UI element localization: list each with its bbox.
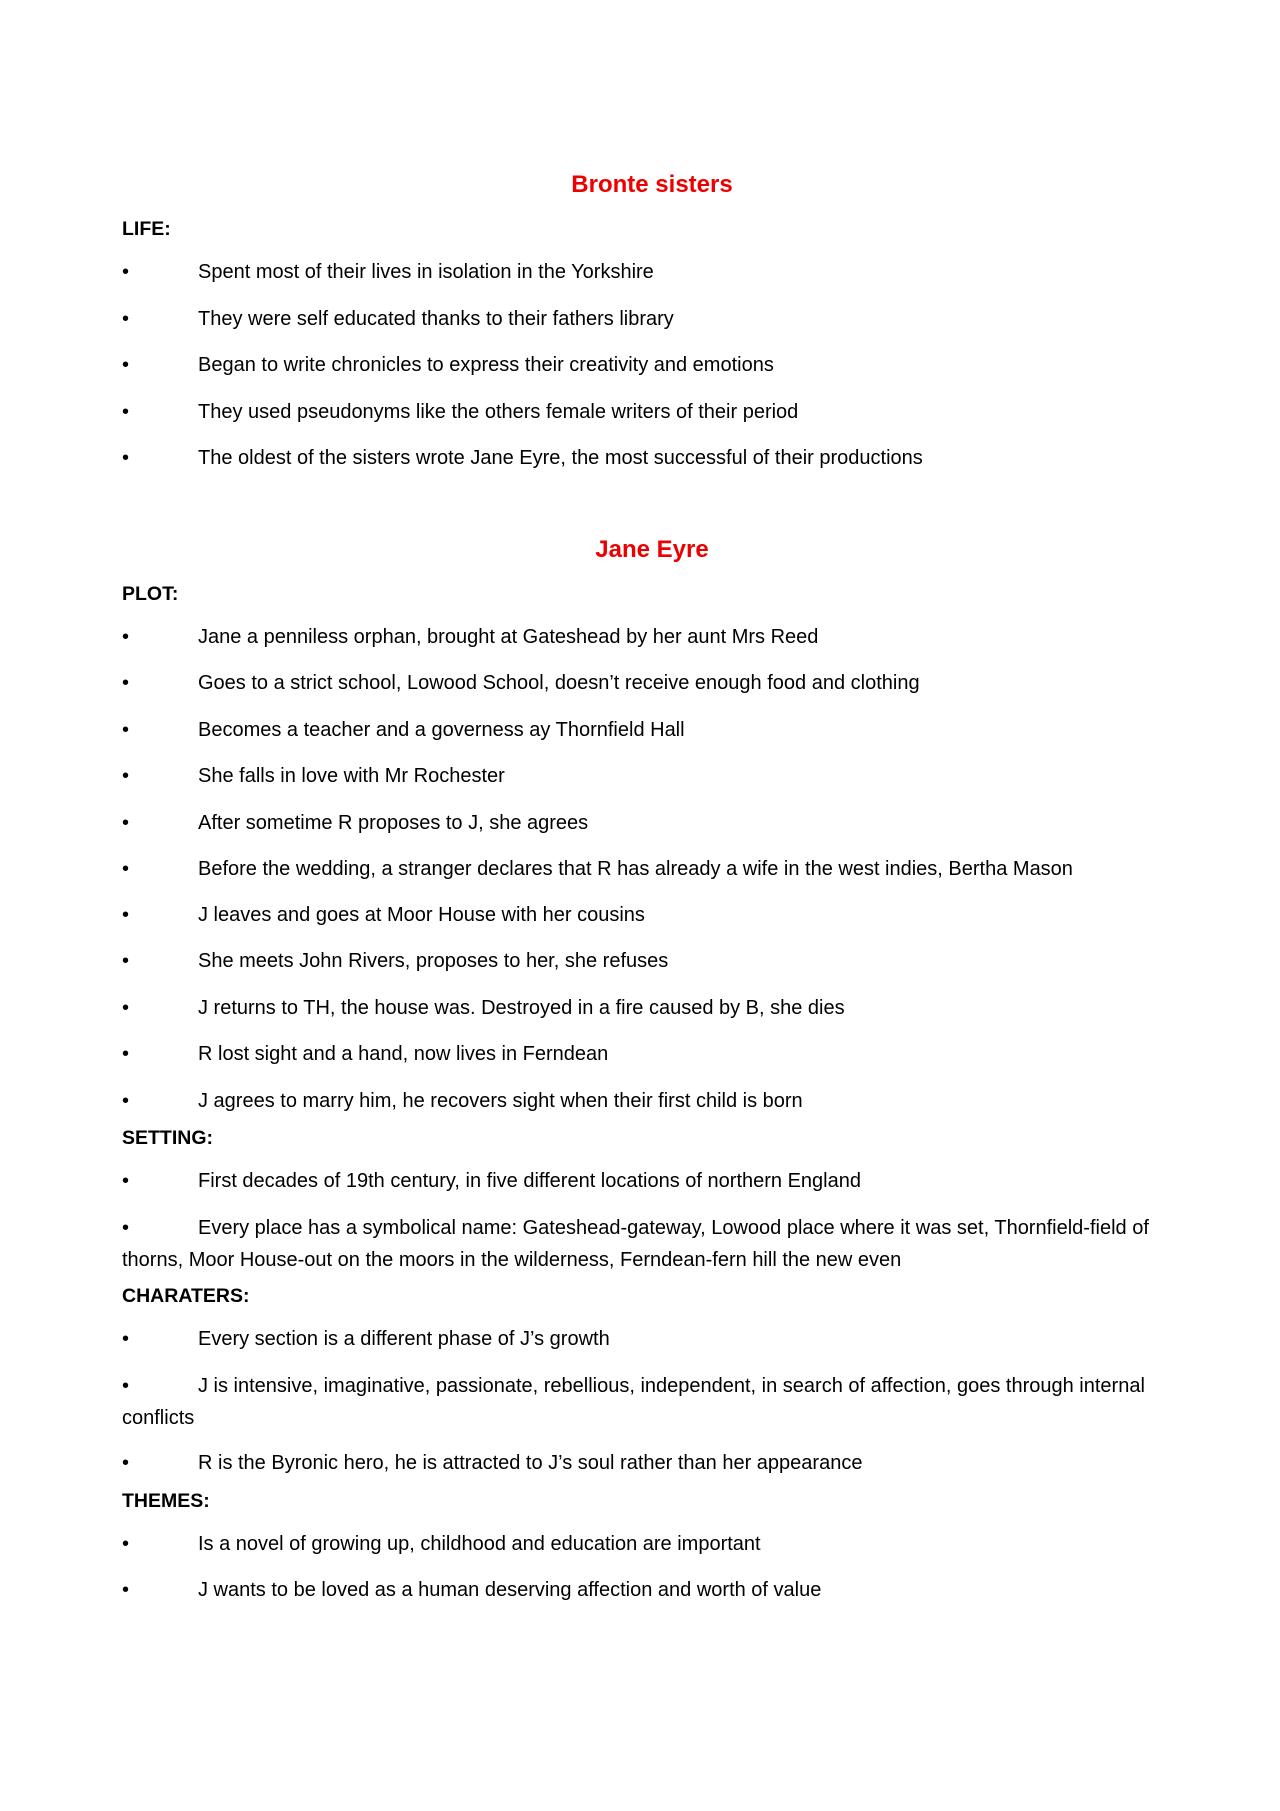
heading-plot: PLOT: [122,582,179,605]
bullet-icon: • [122,765,130,787]
list-item [122,303,1162,336]
bullet-icon: • [122,1089,130,1112]
bullet-icon: • [122,858,130,880]
heading-setting: SETTING: [122,1127,213,1149]
heading-themes: THEMES: [122,1489,210,1512]
bullet-icon: • [122,1374,130,1397]
list-item-text: Before the wedding, a stranger declares that R has already a wife in the west indies, Bertha Mason [198,858,1073,880]
list-item [122,349,1162,382]
list-item [122,945,1162,978]
bullet-icon: • [122,903,130,926]
list-item-text: Goes to a strict school, Lowood School, doesn’t receive enough food and clothing [198,672,920,694]
list-item [122,807,1162,840]
bullet-icon: • [122,1170,130,1192]
list-item-text: She falls in love with Mr Rochester [198,765,505,787]
bullet-icon: • [122,1043,130,1065]
list-item-text: R is the Byronic hero, he is attracted to J’s soul rather than her appearance [198,1452,863,1474]
list-item [122,899,1162,932]
characters-list [122,1323,1162,1480]
list-item-text: J returns to TH, the house was. Destroyed in a fire caused by B, she dies [198,996,845,1019]
plot-list [122,621,1162,1118]
heading-life: LIFE: [122,218,171,240]
bullet-icon: • [122,811,130,834]
list-item-text: Becomes a teacher and a governess ay Thornfield Hall [198,718,685,741]
list-item-text: J wants to be loved as a human deserving affection and worth of value [198,1579,822,1601]
bullet-icon: • [122,672,130,694]
heading-characters: CHARATERS: [122,1285,250,1307]
bullet-icon: • [122,400,130,423]
document-page [122,168,1162,1621]
bullet-icon: • [122,1579,130,1601]
bullet-icon: • [122,261,130,283]
list-item-text: Every place has a symbolical name: Gateshead-gateway, Lowood place where it was set, Thornfield-field of thorns, Moor House-out on the moors in the wilderness, Ferndean-fern hill the new even [122,1216,1149,1271]
list-item-text: Every section is a different phase of J’s growth [198,1328,610,1350]
bullet-icon: • [122,1328,130,1350]
page-title-jane-eyre: Jane Eyre [595,535,709,563]
list-item [122,760,1162,793]
list-item [122,621,1162,654]
bullet-icon: • [122,718,130,741]
bullet-icon: • [122,1216,130,1239]
bullet-icon: • [122,1532,130,1555]
list-item-text: Jane a penniless orphan, brought at Gateshead by her aunt Mrs Reed [198,625,819,648]
list-item [122,1085,1162,1118]
setting-list [122,1165,1162,1276]
list-item [122,714,1162,747]
list-item [122,442,1162,475]
bullet-icon: • [122,354,130,376]
page-title-bronte-sisters: Bronte sisters [571,171,733,198]
list-item-text: J is intensive, imaginative, passionate, rebellious, independent, in search of affection, goes through internal conflicts [122,1374,1145,1429]
list-item [122,256,1162,289]
list-item-text: Began to write chronicles to express their creativity and emotions [198,354,774,376]
list-item [122,1323,1162,1356]
list-item-text: After sometime R proposes to J, she agrees [198,811,589,834]
themes-list [122,1528,1162,1608]
list-item [122,1038,1162,1071]
bullet-icon: • [122,307,130,330]
list-item [122,1528,1162,1561]
list-item-text: The oldest of the sisters wrote Jane Eyre, the most successful of their productions [198,447,923,469]
life-list [122,256,1162,475]
bullet-icon: • [122,1452,130,1474]
list-item [122,667,1162,700]
list-item-text: They used pseudonyms like the others female writers of their period [198,400,799,423]
list-item-text: First decades of 19th century, in five different locations of northern England [198,1170,861,1192]
bullet-icon: • [122,996,130,1019]
list-item-text: J agrees to marry him, he recovers sight when their first child is born [198,1089,803,1112]
list-item [122,1574,1162,1607]
list-item [122,396,1162,429]
list-item [122,1447,1162,1480]
list-item [122,992,1162,1025]
bullet-icon: • [122,950,130,972]
list-item-text: R lost sight and a hand, now lives in Ferndean [198,1043,609,1065]
list-item-text: Spent most of their lives in isolation in the Yorkshire [198,261,654,283]
list-item [122,1370,1162,1434]
list-item-text: She meets John Rivers, proposes to her, she refuses [198,950,669,972]
list-item-text: J leaves and goes at Moor House with her cousins [198,903,645,926]
list-item-text: They were self educated thanks to their fathers library [198,307,674,330]
list-item-text: Is a novel of growing up, childhood and education are important [198,1532,761,1555]
list-item [122,1165,1162,1198]
list-item [122,1212,1162,1276]
list-item [122,853,1162,885]
bullet-icon: • [122,447,130,469]
bullet-icon: • [122,625,130,648]
